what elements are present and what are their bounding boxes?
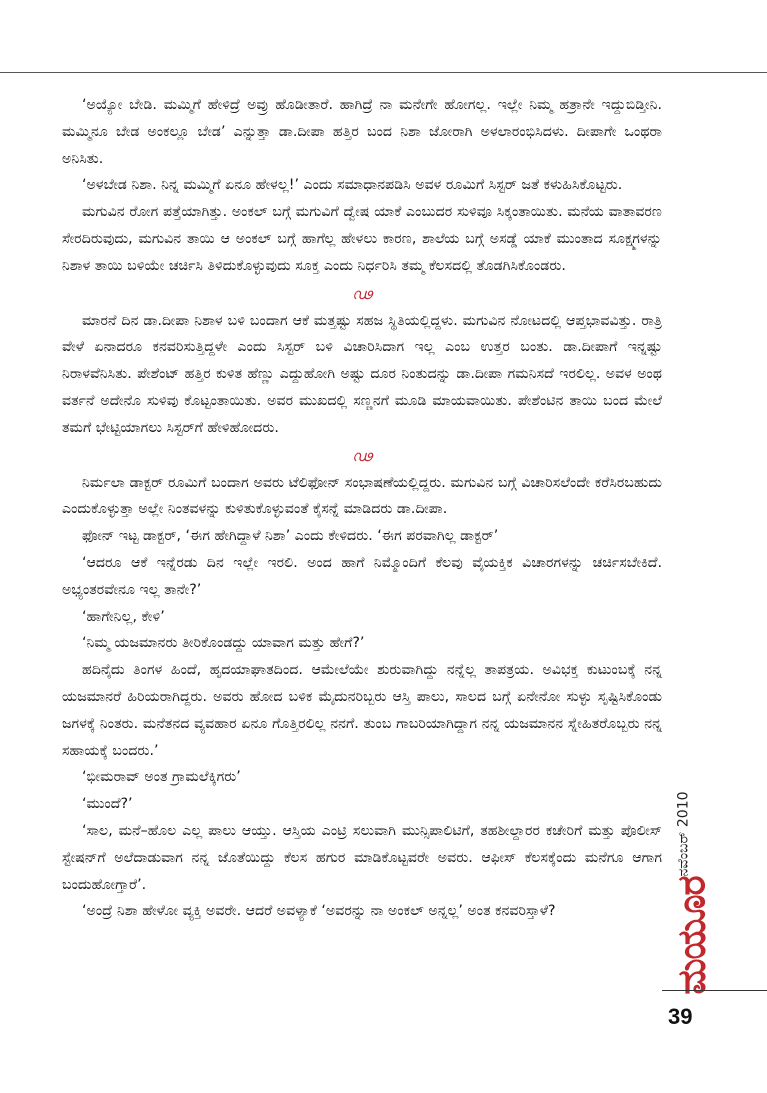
page-number: 39 <box>668 1004 693 1029</box>
story-paragraph: ಮಾರನೆ ದಿನ ಡಾ.ದೀಪಾ ನಿಶಾಳ ಬಳಿ ಬಂದಾಗ ಆಕೆ ಮತ್ತಷ್ಟು ಸಹಜ ಸ್ಥಿತಿಯಲ್ಲಿದ್ದಳು. ಮಗುವಿನ ನೋಟದಲ್ಲಿ ಆಪ್ತಭಾವವಿತ್ತು. ರಾತ್ರಿ ವೇಳೆ ಏನಾದರೂ ಕನವರಿಸುತ್ತಿದ್ದಳೇ ಎಂದು ಸಿಸ್ಟರ್ ಬಳಿ ವಿಚಾರಿಸಿದಾಗ ಇಲ್ಲ ಎಂಬ ಉತ್ತರ ಬಂತು. ಡಾ.ದೀಪಾಗೆ ಇನ್ನಷ್ಟು ನಿರಾಳವೆನಿಸಿತು. ಪೇಶೆಂಟ್ ಹತ್ತಿರ ಕುಳಿತ ಹೆಣ್ಣು ಎದ್ದುಹೋಗಿ ಅಷ್ಟು ದೂರ ನಿಂತುದನ್ನು ಡಾ.ದೀಪಾ ಗಮನಿಸದೆ ಇರಲಿಲ್ಲ. ಅವಳ ಅಂಥ ವರ್ತನೆ ಅದೇನೊ ಸುಳಿವು ಕೊಟ್ಟಂತಾಯಿತು. ಅವರ ಮುಖದಲ್ಲಿ ಸಣ್ಣನಗೆ ಮೂಡಿ ಮಾಯವಾಯಿತು. ಪೇಶೆಂಟಿನ ತಾಯಿ ಬಂದ ಮೇಲೆ ತಮಗೆ ಭೇಟ್ಟಿಯಾಗಲು ಸಿಸ್ಟರ್‌ಗೆ ಹೇಳಿಹೋದರು. <box>62 312 662 436</box>
section-separator-ornament: ഢ <box>352 446 372 465</box>
story-paragraph: ಹದಿನೈದು ತಿಂಗಳ ಹಿಂದೆ, ಹೃದಯಾಘಾತದಿಂದ. ಆಮೇಲೆಯೇ ಶುರುವಾಗಿದ್ದು ನನ್ನೆಲ್ಲ ತಾಪತ್ರಯ. ಅವಿಭಕ್ತ ಕುಟುಂಬಕ್ಕೆ ನನ್ನ ಯಜಮಾನರೆ ಹಿರಿಯರಾಗಿದ್ದರು. ಅವರು ಹೋದ ಬಳಿಕ ಮೈದುನರಿಬ್ಬರು ಆಸ್ತಿ ಪಾಲು, ಸಾಲದ ಬಗ್ಗೆ ಏನೇನೋ ಸುಳ್ಳು ಸೃಷ್ಟಿಸಿಕೊಂಡು ಜಗಳಕ್ಕೆ ನಿಂತರು. ಮನೆತನದ ವ್ಯವಹಾರ ಏನೂ ಗೊತ್ತಿರಲಿಲ್ಲ ನನಗೆ. ತುಂಬ ಗಾಬರಿಯಾಗಿದ್ದಾಗ ನನ್ನ ಯಜಮಾನನ ಸ್ನೇಹಿತರೊಬ್ಬರು ನನ್ನ ಸಹಾಯಕ್ಕೆ ಬಂದರು.’ <box>62 662 662 759</box>
story-paragraph: ‘ಮುಂದೆ?’ <box>82 796 133 813</box>
section-separator-ornament: ഢ <box>352 284 372 303</box>
story-paragraph: ಫೋನ್ ಇಟ್ಟ ಡಾಕ್ಟರ್, ‘ಈಗ ಹೇಗಿದ್ದಾಳೆ ನಿಶಾ’ ಎಂದು ಕೇಳಿದರು. ‘ಈಗ ಪರವಾಗಿಲ್ಲ ಡಾಕ್ಟರ್’ <box>82 528 499 545</box>
story-paragraph: ‘ಸಾಲ, ಮನೆ–ಹೊಲ ಎಲ್ಲ ಪಾಲು ಆಯ್ತು. ಆಸ್ತಿಯ ಎಂಟ್ರಿ ಸಲುವಾಗಿ ಮುನ್ಸಿಪಾಲಿಟಿಗೆ, ತಹಶೀಲ್ದಾರರ ಕಚೇರಿಗೆ ಮತ್ತು ಪೊಲೀಸ್ ಸ್ಟೇಷನ್‌ಗೆ ಅಲೆದಾಡುವಾಗ ನನ್ನ ಜೊತೆಯಿದ್ದು ಕೆಲಸ ಹಗುರ ಮಾಡಿಕೊಟ್ಟವರೇ ಅವರು. ಆಫೀಸ್ ಕೆಲಸಕ್ಕೆಂದು ಮನೆಗೂ ಆಗಾಗ ಬಂದುಹೋಗ್ತಾರೆ’. <box>62 822 662 893</box>
magazine-logo-text: ಮಯೂರ <box>669 875 714 995</box>
story-column <box>62 92 662 925</box>
story-paragraph: ‘ಅಯ್ಯೋ ಬೇಡಿ. ಮಮ್ಮಿಗೆ ಹೇಳಿದ್ರೆ ಅವ್ರು ಹೊಡೀತಾರೆ. ಹಾಗಿದ್ರೆ ನಾ ಮನೇಗೇ ಹೋಗಲ್ಲ. ಇಲ್ಲೇ ನಿಮ್ಮ ಹತ್ರಾನೇ ಇದ್ದುಬಿಡ್ತೀನಿ. ಮಮ್ಮಿನೂ ಬೇಡ ಅಂಕಲ್ಲೂ ಬೇಡ’ ಎನ್ನುತ್ತಾ ಡಾ.ದೀಪಾ ಹತ್ತಿರ ಬಂದ ನಿಶಾ ಜೋರಾಗಿ ಅಳಲಾರಂಭಿಸಿದಳು. ದೀಪಾಗೇ ಒಂಥರಾ ಅನಿಸಿತು. <box>62 97 662 167</box>
story-paragraph: ‘ಅಂದ್ರೆ ನಿಶಾ ಹೇಳೋ ವ್ಯಕ್ತಿ ಅವರೇ. ಆದರೆ ಅವಳ್ಯಾಕೆ ‘ಅವರನ್ನು ನಾ ಅಂಕಲ್ ಅನ್ನಲ್ಲ’ ಅಂತ ಕನವರಿಸ್ತಾಳೆ? <box>82 903 556 920</box>
story-paragraph: ‘ಅಳಬೇಡ ನಿಶಾ. ನಿನ್ನ ಮಮ್ಮಿಗೆ ಏನೂ ಹೇಳಲ್ಲ!’ ಎಂದು ಸಮಾಧಾನಪಡಿಸಿ ಅವಳ ರೂಮಿಗೆ ಸಿಸ್ಟರ್ ಜತೆ ಕಳುಹಿಸಿಕೊಟ್ಟರು. <box>82 177 623 194</box>
story-paragraph: ‘ಆದರೂ ಆಕೆ ಇನ್ನೆರಡು ದಿನ ಇಲ್ಲೇ ಇರಲಿ. ಅಂದ ಹಾಗೆ ನಿಮ್ಮೊಂದಿಗೆ ಕೆಲವು ವೈಯಕ್ತಿಕ ವಿಚಾರಗಳನ್ನು ಚರ್ಚಿಸಬೇಕಿದೆ. ಅಭ್ಯಂತರವೇನೂ ಇಲ್ಲ ತಾನೇ?’ <box>62 554 662 598</box>
issue-date-text: ನವೆಂಬರ್ 2010 <box>676 791 693 877</box>
issue-date-label <box>660 792 708 876</box>
story-paragraph: ನಿರ್ಮಲಾ ಡಾಕ್ಟರ್ ರೂಮಿಗೆ ಬಂದಾಗ ಅವರು ಟೆಲಿಫೋನ್ ಸಂಭಾಷಣೆಯಲ್ಲಿದ್ದರು. ಮಗುವಿನ ಬಗ್ಗೆ ವಿಚಾರಿಸಲೆಂದೇ ಕರೆಸಿರಬಹುದು ಎಂದುಕೊಳ್ಳುತ್ತಾ ಅಲ್ಲೇ ನಿಂತವಳನ್ನು ಕುಳಿತುಕೊಳ್ಳುವಂತೆ ಕೈಸನ್ನೆ ಮಾಡಿದರು ಡಾ.ದೀಪಾ. <box>62 474 662 518</box>
story-paragraph: ‘ಭೀಮರಾವ್ ಅಂತ ಗ್ರಾಮಲೆಕ್ಕಿಗರು’ <box>82 769 241 786</box>
top-rule <box>0 72 767 73</box>
footer-rule <box>662 990 767 991</box>
story-paragraph: ‘ನಿಮ್ಮ ಯಜಮಾನರು ತೀರಿಕೊಂಡದ್ದು ಯಾವಾಗ ಮತ್ತು ಹೇಗೆ?’ <box>82 635 365 652</box>
story-paragraph: ಮಗುವಿನ ರೋಗ ಪತ್ತೆಯಾಗಿತ್ತು. ಅಂಕಲ್ ಬಗ್ಗೆ ಮಗುವಿಗೆ ದ್ವೇಷ ಯಾಕೆ ಎಂಬುದರ ಸುಳಿವೂ ಸಿಕ್ಕಂತಾಯಿತು. ಮನೆಯ ವಾತಾವರಣ ಸೇರದಿರುವುದು, ಮಗುವಿನ ತಾಯಿ ಆ ಅಂಕಲ್ ಬಗ್ಗೆ ಹಾಗೆಲ್ಲ ಹೇಳಲು ಕಾರಣ, ಶಾಲೆಯ ಬಗ್ಗೆ ಅಸಡ್ಡೆ ಯಾಕೆ ಮುಂತಾದ ಸೂಕ್ಷ್ಮಗಳನ್ನು ನಿಶಾಳ ತಾಯಿ ಬಳಿಯೇ ಚರ್ಚಿಸಿ ತಿಳಿದುಕೊಳ್ಳುವುದು ಸೂಕ್ತ ಎಂದು ನಿರ್ಧರಿಸಿ ತಮ್ಮ ಕೆಲಸದಲ್ಲಿ ತೊಡಗಿಸಿಕೊಂಡರು. <box>62 204 662 274</box>
magazine-logo <box>668 875 716 995</box>
story-paragraph: ‘ಹಾಗೇನಿಲ್ಲ, ಕೇಳಿ’ <box>82 608 165 625</box>
